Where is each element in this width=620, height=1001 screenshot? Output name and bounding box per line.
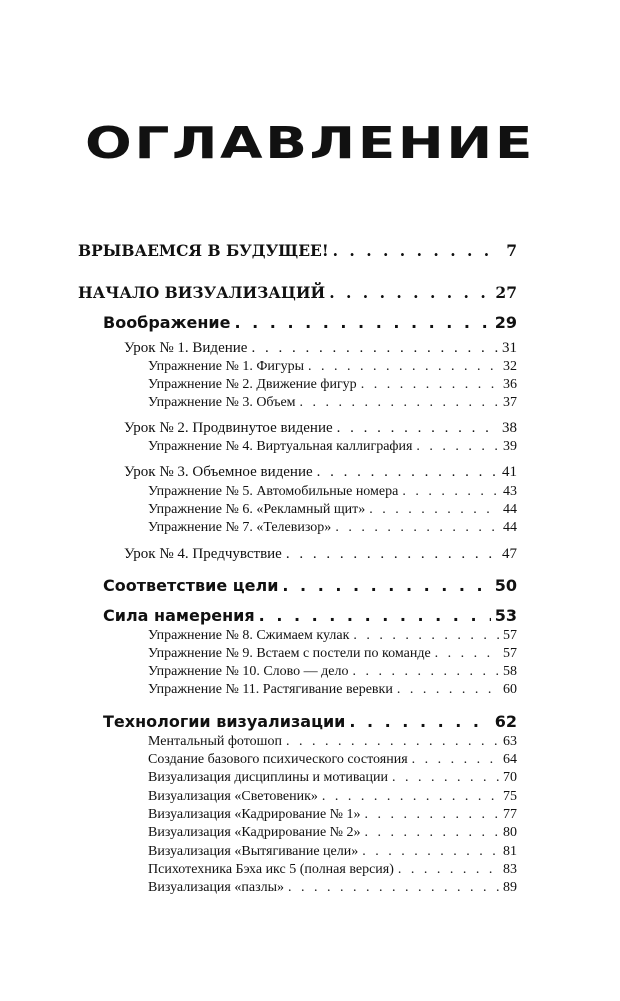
toc-entry[interactable] [148,521,517,535]
dot-leader [286,735,499,749]
toc-entry[interactable] [103,315,517,331]
dot-leader [412,753,499,767]
toc-entry-label: Визуализация «Кадрирование № 1» [148,807,361,822]
toc-page-number: 41 [502,464,517,480]
toc-page-number: 81 [503,844,517,859]
dot-leader [361,378,499,392]
toc-page-number: 44 [503,502,517,517]
toc-page-number: 57 [503,646,517,661]
toc-entry[interactable] [78,285,517,301]
dot-leader [352,665,499,679]
toc-entry-label: Урок № 3. Объемное видение [124,464,313,480]
dot-leader [369,503,499,517]
toc-entry-label: НАЧАЛО ВИЗУАЛИЗАЦИЙ [78,283,326,302]
toc-entry[interactable] [148,440,517,454]
toc-entry-label: Упражнение № 2. Движение фигур [148,377,357,392]
dot-leader [335,521,499,535]
dot-leader [317,465,498,480]
dot-leader [349,714,490,730]
toc-entry[interactable] [78,243,517,259]
toc-entry[interactable] [148,808,517,822]
toc-entry[interactable] [148,665,517,679]
toc-entry[interactable] [148,647,517,661]
dot-leader [300,396,499,410]
dot-leader [337,421,498,436]
dot-leader [282,578,490,594]
dot-leader [362,845,499,859]
dot-leader [322,790,499,804]
toc-page-number: 60 [503,682,517,697]
toc-page-number: 38 [502,420,517,436]
dot-leader [365,808,499,822]
toc-entry[interactable] [124,421,517,436]
toc-page-number: 29 [494,313,517,332]
dot-leader [329,285,491,301]
toc-page-number: 37 [503,395,517,410]
toc-entry[interactable] [103,578,517,594]
toc-entry-label: Воображение [103,313,231,332]
dot-leader [259,608,491,624]
dot-leader [333,243,499,259]
dot-leader [398,863,499,877]
toc-entry[interactable] [148,790,517,804]
toc-entry-label: Упражнение № 6. «Рекламный щит» [148,502,366,517]
toc-page-number: 53 [494,606,517,625]
toc-entry-label: Сила намерения [103,606,255,625]
toc-entry[interactable] [148,629,517,643]
toc-entry-label: Визуализация дисциплины и мотивации [148,770,388,785]
dot-leader [286,547,498,562]
toc-page-number: 47 [502,546,517,562]
toc-entry-label: Урок № 1. Видение [124,340,248,356]
toc-page-number: 62 [494,712,517,731]
toc-entry[interactable] [103,608,517,624]
toc-entry-label: Урок № 4. Предчувствие [124,546,282,562]
dot-leader [235,315,491,331]
dot-leader [365,826,499,840]
toc-page-number: 32 [503,359,517,374]
toc-page-number: 80 [503,825,517,840]
toc-entry-label: Визуализация «Кадрирование № 2» [148,825,361,840]
toc-entry-label: Соответствие цели [103,576,279,595]
toc-entry-label: Создание базового психического состояния [148,752,408,767]
dot-leader [397,683,499,697]
toc-page-number: 70 [503,770,517,785]
toc-page-number: 36 [503,377,517,392]
toc-entry-label: Упражнение № 7. «Телевизор» [148,520,332,535]
page-title: ОГЛАВЛЕНИЕ [85,118,535,169]
toc-entry-label: Упражнение № 8. Сжимаем кулак [148,628,350,643]
toc-entry[interactable] [148,771,517,785]
dot-leader [288,881,499,895]
toc-entry[interactable] [148,881,517,895]
toc-page-number: 39 [503,439,517,454]
toc-entry[interactable] [148,845,517,859]
toc-entry-label: Урок № 2. Продвинутое видение [124,420,333,436]
toc-page-number: 43 [503,484,517,499]
toc-page-number: 64 [503,752,517,767]
toc-entry[interactable] [148,863,517,877]
toc-entry-label: Технологии визуализации [103,712,346,731]
dot-leader [392,771,499,785]
toc-entry[interactable] [148,735,517,749]
toc-entry[interactable] [148,485,517,499]
toc-entry-label: Визуализация «пазлы» [148,880,284,895]
toc-page-number: 58 [503,664,517,679]
toc-entry[interactable] [148,396,517,410]
toc-entry[interactable] [148,826,517,840]
toc-page-number: 89 [503,880,517,895]
dot-leader [308,360,499,374]
toc-entry-label: Упражнение № 10. Слово — дело [148,664,349,679]
toc-entry-label: Психотехника Бэха икс 5 (полная версия) [148,862,394,877]
toc-entry-label: Упражнение № 3. Объем [148,395,296,410]
dot-leader [402,485,499,499]
toc-entry[interactable] [124,465,517,480]
toc-page-number: 50 [494,576,517,595]
toc-entry-label: Упражнение № 5. Автомобильные номера [148,484,399,499]
dot-leader [353,629,499,643]
toc-entry-label: Визуализация «Вытягивание цели» [148,844,359,859]
toc-entry[interactable] [103,714,517,730]
toc-entry-label: Упражнение № 11. Растягивание веревки [148,682,393,697]
toc-entry-label: ВРЫВАЕМСЯ В БУДУЩЕЕ! [78,241,329,260]
toc-page-number: 31 [502,340,517,356]
toc-entry[interactable] [148,683,517,697]
toc-entry[interactable] [148,503,517,517]
toc-entry[interactable] [148,360,517,374]
toc-page-number: 77 [503,807,517,822]
toc-page-number: 57 [503,628,517,643]
toc-page-number: 27 [495,283,517,302]
toc-entry-label: Ментальный фотошоп [148,734,282,749]
dot-leader [251,341,498,356]
toc-entry-label: Визуализация «Световеник» [148,789,318,804]
toc-entry-label: Упражнение № 9. Встаем с постели по команде [148,646,431,661]
toc-entry[interactable] [148,378,517,392]
toc-page-number: 7 [506,241,517,260]
dot-leader [435,647,499,661]
toc-entry[interactable] [124,547,517,562]
toc-entry[interactable] [124,341,517,356]
toc-page-number: 44 [503,520,517,535]
dot-leader [416,440,499,454]
toc-page-number: 63 [503,734,517,749]
toc-entry[interactable] [148,753,517,767]
toc-entry-label: Упражнение № 1. Фигуры [148,359,305,374]
toc-entry-label: Упражнение № 4. Виртуальная каллиграфия [148,439,413,454]
toc-page-number: 75 [503,789,517,804]
toc-page-number: 83 [503,862,517,877]
